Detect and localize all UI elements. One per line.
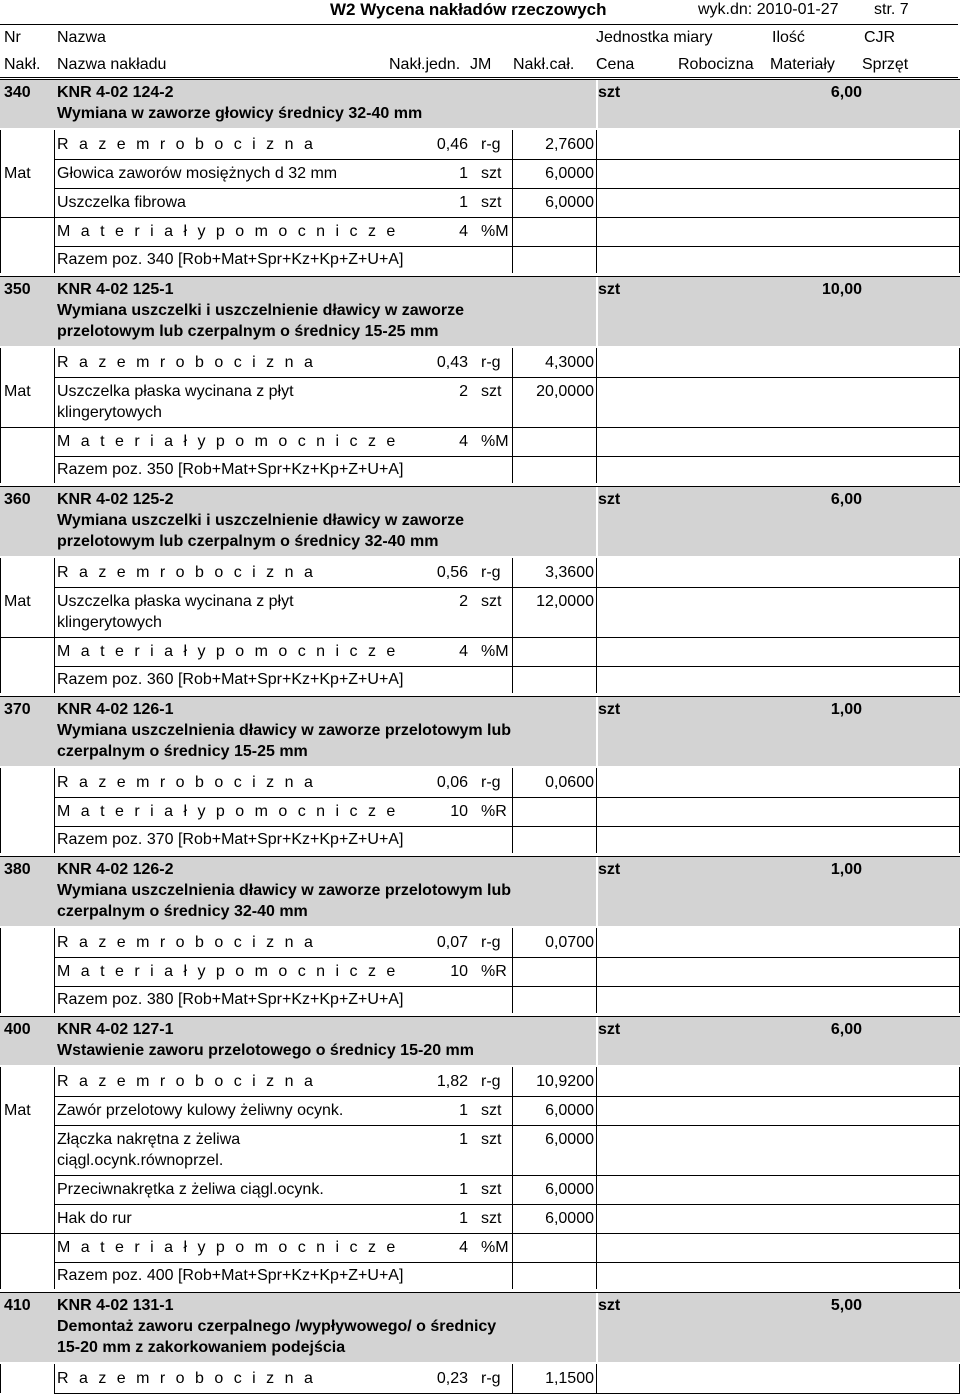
- column-rule: [512, 130, 513, 273]
- position-quantity: 10,00: [821, 281, 862, 298]
- labour-total: 1,1500: [545, 1370, 594, 1387]
- labour-label: R a z e m r o b o c i z n a: [57, 564, 316, 581]
- row-rule: [54, 217, 960, 218]
- row-rule: [54, 1096, 960, 1097]
- labour-norm: 0,56: [436, 564, 468, 581]
- catalog-code: KNR 4-02 131-1: [57, 1297, 174, 1314]
- position-sum-formula: Razem poz. 360 [Rob+Mat+Spr+Kz+Kp+Z+U+A]: [57, 671, 404, 688]
- position-title: Wymiana uszczelnienia dławicy w zaworze przelotowym lub: [57, 722, 512, 739]
- aux-materials-unit: %M: [481, 433, 509, 450]
- row-rule: [54, 957, 960, 958]
- material-total: 6,0000: [545, 165, 594, 182]
- aux-materials-percent: 10: [450, 803, 468, 820]
- position-sum-formula: Razem poz. 350 [Rob+Mat+Spr+Kz+Kp+Z+U+A]: [57, 461, 404, 478]
- col-sprzet: Sprzęt: [862, 56, 909, 73]
- column-rule: [512, 768, 513, 853]
- col-nakl: Nakł.: [4, 56, 41, 73]
- labour-norm: 0,23: [436, 1370, 468, 1387]
- position-sum-formula: Razem poz. 380 [Rob+Mat+Spr+Kz+Kp+Z+U+A]: [57, 991, 404, 1008]
- column-rule: [0, 1067, 1, 1289]
- labour-total: 0,0700: [545, 934, 594, 951]
- row-rule: [0, 1292, 960, 1293]
- material-norm: 1: [459, 1102, 468, 1119]
- labour-total: 3,3600: [545, 564, 594, 581]
- column-rule: [0, 768, 1, 853]
- aux-materials-percent: 4: [459, 1239, 468, 1256]
- aux-materials-label: M a t e r i a ł y p o m o c n i c z e: [57, 803, 399, 820]
- column-rule: [54, 1364, 55, 1393]
- material-unit: szt: [481, 165, 502, 182]
- material-name: ciągl.ocynk.równoprzel.: [57, 1152, 224, 1169]
- aux-materials-label: M a t e r i a ł y p o m o c n i c z e: [57, 223, 399, 240]
- aux-materials-label: M a t e r i a ł y p o m o c n i c z e: [57, 963, 399, 980]
- labour-total: 4,3000: [545, 354, 594, 371]
- row-rule: [0, 276, 960, 277]
- labour-label: R a z e m r o b o c i z n a: [57, 1370, 316, 1387]
- position-unit: szt: [598, 491, 621, 508]
- row-rule: [0, 217, 54, 218]
- row-rule: [0, 1016, 960, 1017]
- position-title: Wymiana uszczelki i uszczelnienie dławicy w zaworze: [57, 302, 464, 319]
- position-sum-formula: Razem poz. 400 [Rob+Mat+Spr+Kz+Kp+Z+U+A]: [57, 1267, 404, 1284]
- position-number: 360: [4, 491, 31, 508]
- position-unit: szt: [598, 1297, 621, 1314]
- material-total: 6,0000: [545, 194, 594, 211]
- labour-unit: r-g: [481, 774, 501, 791]
- aux-materials-percent: 4: [459, 433, 468, 450]
- material-unit: szt: [481, 1102, 502, 1119]
- position-quantity: 6,00: [830, 1021, 862, 1038]
- row-rule: [54, 159, 960, 160]
- document-title: W2 Wycena nakładów rzeczowych: [330, 0, 607, 19]
- column-rule: [0, 348, 1, 483]
- labour-norm: 0,43: [436, 354, 468, 371]
- row-rule: [54, 1175, 960, 1176]
- row-rule: [0, 427, 54, 428]
- position-number: 370: [4, 701, 31, 718]
- material-unit: szt: [481, 194, 502, 211]
- material-name: Uszczelka fibrowa: [57, 194, 186, 211]
- material-name: Uszczelka płaska wycinana z płyt: [57, 593, 294, 610]
- col-nr: Nr: [4, 29, 21, 46]
- row-rule: [54, 427, 960, 428]
- position-title: Demontaż zaworu czerpalnego /wypływowego/ o średnicy: [57, 1318, 497, 1335]
- column-rule: [54, 768, 55, 853]
- col-nakl-jedn: Nakł.jedn.: [389, 56, 461, 73]
- col-cena: Cena: [596, 56, 635, 73]
- material-total: 6,0000: [545, 1102, 594, 1119]
- row-rule: [54, 637, 960, 638]
- aux-materials-unit: %M: [481, 1239, 509, 1256]
- position-title: 15-20 mm z zakorkowaniem podejścia: [57, 1339, 346, 1356]
- aux-materials-unit: %M: [481, 223, 509, 240]
- column-rule: [512, 1364, 513, 1393]
- row-rule: [0, 856, 960, 857]
- row-rule: [54, 1262, 960, 1263]
- page-number: str. 7: [874, 1, 909, 18]
- material-section-label: Mat: [4, 1102, 31, 1119]
- labour-unit: r-g: [481, 1370, 501, 1387]
- labour-unit: r-g: [481, 136, 501, 153]
- position-title: czerpalnym o średnicy 32-40 mm: [57, 903, 308, 920]
- material-name: klingerytowych: [57, 614, 162, 631]
- column-rule: [596, 1067, 597, 1289]
- column-rule: [596, 558, 597, 693]
- row-rule: [0, 486, 960, 487]
- col-ilosc: Ilość: [772, 29, 805, 46]
- column-rule: [54, 130, 55, 273]
- material-norm: 1: [459, 1181, 468, 1198]
- row-rule: [54, 587, 960, 588]
- row-rule: [0, 696, 960, 697]
- labour-total: 0,0600: [545, 774, 594, 791]
- row-rule: [54, 797, 960, 798]
- aux-materials-percent: 4: [459, 643, 468, 660]
- position-number: 350: [4, 281, 31, 298]
- material-unit: szt: [481, 1181, 502, 1198]
- position-unit: szt: [598, 1021, 621, 1038]
- column-rule: [512, 928, 513, 1013]
- row-rule: [54, 666, 960, 667]
- column-rule: [512, 558, 513, 693]
- col-cjr: CJR: [864, 29, 896, 46]
- aux-materials-percent: 10: [450, 963, 468, 980]
- col-jm: Jednostka miary: [596, 29, 713, 46]
- material-section-label: Mat: [4, 165, 31, 182]
- position-title: Wymiana uszczelki i uszczelnienie dławicy w zaworze: [57, 512, 464, 529]
- labour-unit: r-g: [481, 564, 501, 581]
- position-unit: szt: [598, 861, 621, 878]
- row-rule: [54, 1233, 960, 1234]
- aux-materials-label: M a t e r i a ł y p o m o c n i c z e: [57, 1239, 399, 1256]
- catalog-code: KNR 4-02 125-1: [57, 281, 174, 298]
- row-rule: [54, 246, 960, 247]
- labour-norm: 0,46: [436, 136, 468, 153]
- labour-label: R a z e m r o b o c i z n a: [57, 1073, 316, 1090]
- row-rule: [0, 637, 54, 638]
- labour-unit: r-g: [481, 1073, 501, 1090]
- catalog-code: KNR 4-02 127-1: [57, 1021, 174, 1038]
- material-unit: szt: [481, 593, 502, 610]
- labour-label: R a z e m r o b o c i z n a: [57, 774, 316, 791]
- labour-norm: 0,06: [436, 774, 468, 791]
- labour-label: R a z e m r o b o c i z n a: [57, 136, 316, 153]
- position-title: Wymiana uszczelnienia dławicy w zaworze przelotowym lub: [57, 882, 512, 899]
- row-rule: [0, 1233, 54, 1234]
- material-section-label: Mat: [4, 593, 31, 610]
- execution-date: wyk.dn: 2010-01-27: [698, 1, 839, 18]
- position-title: Wymiana w zaworze głowicy średnicy 32-40 mm: [57, 105, 423, 122]
- column-rule: [0, 558, 1, 693]
- position-unit: szt: [598, 281, 621, 298]
- position-quantity: 6,00: [830, 491, 862, 508]
- material-name: Głowica zaworów mosiężnych d 32 mm: [57, 165, 338, 182]
- material-norm: 1: [459, 165, 468, 182]
- material-unit: szt: [481, 1131, 502, 1148]
- material-norm: 1: [459, 1131, 468, 1148]
- row-rule: [54, 1204, 960, 1205]
- position-number: 410: [4, 1297, 31, 1314]
- col-nazwa-nakladu: Nazwa nakładu: [57, 56, 167, 73]
- catalog-code: KNR 4-02 125-2: [57, 491, 174, 508]
- column-rule: [54, 348, 55, 483]
- material-name: Uszczelka płaska wycinana z płyt: [57, 383, 294, 400]
- col-nazwa: Nazwa: [57, 29, 106, 46]
- aux-materials-unit: %M: [481, 643, 509, 660]
- row-rule: [54, 456, 960, 457]
- position-sum-formula: Razem poz. 370 [Rob+Mat+Spr+Kz+Kp+Z+U+A]: [57, 831, 404, 848]
- position-number: 380: [4, 861, 31, 878]
- material-name: Zawór przelotowy kulowy żeliwny ocynk.: [57, 1102, 344, 1119]
- labour-unit: r-g: [481, 934, 501, 951]
- position-quantity: 1,00: [830, 701, 862, 718]
- labour-norm: 0,07: [436, 934, 468, 951]
- material-name: klingerytowych: [57, 404, 162, 421]
- material-name: Hak do rur: [57, 1210, 132, 1227]
- column-rule: [0, 1364, 1, 1393]
- position-quantity: 5,00: [830, 1297, 862, 1314]
- column-rule: [54, 1067, 55, 1289]
- material-norm: 2: [459, 593, 468, 610]
- material-norm: 2: [459, 383, 468, 400]
- col-jm-short: JM: [470, 56, 492, 73]
- material-norm: 1: [459, 1210, 468, 1227]
- header-rule: [0, 24, 958, 25]
- header-rule: [0, 77, 958, 78]
- labour-unit: r-g: [481, 354, 501, 371]
- column-rule: [54, 928, 55, 1013]
- material-name: Przeciwnakrętka z żeliwa ciągl.ocynk.: [57, 1181, 324, 1198]
- col-robocizna: Robocizna: [678, 56, 754, 73]
- position-quantity: 6,00: [830, 84, 862, 101]
- position-number: 340: [4, 84, 31, 101]
- column-rule: [54, 558, 55, 693]
- position-title: przelotowym lub czerpalnym o średnicy 15-25 mm: [57, 323, 439, 340]
- position-quantity: 1,00: [830, 861, 862, 878]
- aux-materials-unit: %R: [481, 803, 507, 820]
- column-rule: [512, 348, 513, 483]
- position-unit: szt: [598, 84, 621, 101]
- labour-norm: 1,82: [436, 1073, 468, 1090]
- col-nakl-cal: Nakł.cał.: [513, 56, 575, 73]
- column-rule: [0, 928, 1, 1013]
- material-name: Złączka nakrętna z żeliwa: [57, 1131, 241, 1148]
- material-norm: 1: [459, 194, 468, 211]
- aux-materials-unit: %R: [481, 963, 507, 980]
- material-total: 6,0000: [545, 1210, 594, 1227]
- column-rule: [596, 130, 597, 273]
- labour-total: 2,7600: [545, 136, 594, 153]
- row-rule: [54, 1125, 960, 1126]
- labour-label: R a z e m r o b o c i z n a: [57, 934, 316, 951]
- aux-materials-label: M a t e r i a ł y p o m o c n i c z e: [57, 643, 399, 660]
- row-rule: [54, 826, 960, 827]
- material-total: 12,0000: [536, 593, 594, 610]
- material-total: 6,0000: [545, 1131, 594, 1148]
- material-unit: szt: [481, 1210, 502, 1227]
- row-rule: [54, 986, 960, 987]
- catalog-code: KNR 4-02 126-2: [57, 861, 174, 878]
- position-sum-formula: Razem poz. 340 [Rob+Mat+Spr+Kz+Kp+Z+U+A]: [57, 251, 404, 268]
- labour-total: 10,9200: [536, 1073, 594, 1090]
- catalog-code: KNR 4-02 126-1: [57, 701, 174, 718]
- catalog-code: KNR 4-02 124-2: [57, 84, 174, 101]
- labour-label: R a z e m r o b o c i z n a: [57, 354, 316, 371]
- col-materialy: Materiały: [770, 56, 835, 73]
- material-total: 6,0000: [545, 1181, 594, 1198]
- column-rule: [0, 130, 1, 273]
- column-rule: [512, 1067, 513, 1289]
- material-unit: szt: [481, 383, 502, 400]
- column-rule: [596, 348, 597, 483]
- column-rule: [596, 768, 597, 853]
- position-title: przelotowym lub czerpalnym o średnicy 32-40 mm: [57, 533, 439, 550]
- row-rule: [54, 377, 960, 378]
- position-unit: szt: [598, 701, 621, 718]
- row-rule: [0, 79, 960, 80]
- aux-materials-label: M a t e r i a ł y p o m o c n i c z e: [57, 433, 399, 450]
- column-rule: [596, 928, 597, 1013]
- row-rule: [54, 188, 960, 189]
- position-number: 400: [4, 1021, 31, 1038]
- position-title: czerpalnym o średnicy 15-25 mm: [57, 743, 308, 760]
- aux-materials-percent: 4: [459, 223, 468, 240]
- column-rule: [596, 1364, 597, 1393]
- material-section-label: Mat: [4, 383, 31, 400]
- material-total: 20,0000: [536, 383, 594, 400]
- position-title: Wstawienie zaworu przelotowego o średnicy 15-20 mm: [57, 1042, 474, 1059]
